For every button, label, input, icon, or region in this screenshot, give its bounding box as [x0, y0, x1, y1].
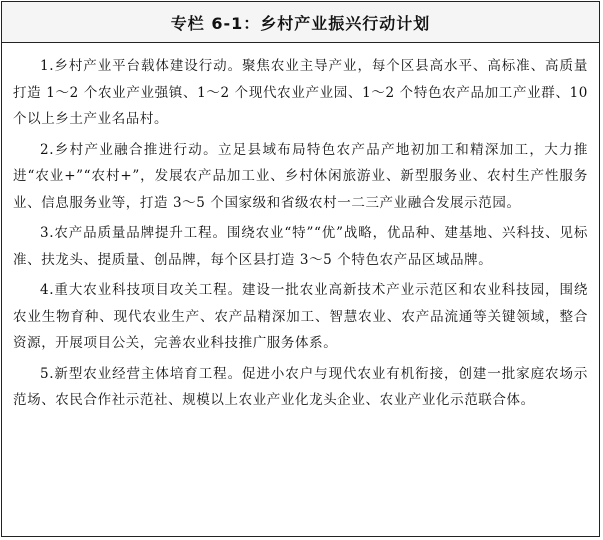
plan-item-2: 2.乡村产业融合推进行动。立足县域布局特色农产品产地初加工和精深加工，大力推进“农业+”“农村+”，发展农产品加工业、乡村休闲旅游业、新型服务业、农村生产性服务业、信息服务业等，打造 3～5 个国家级和省级农村一二三产业融合发展示范园。: [13, 141, 588, 211]
plan-item-1: 1.乡村产业平台载体建设行动。聚焦农业主导产业，每个区县高水平、高标准、高质量打造 1～2 个农业产业强镇、1～2 个现代农业产业园、1～2 个特色农产品加工产业群、10 个以上乡土产业名品村。: [13, 58, 588, 127]
plan-item-4: 4.重大农业科技项目攻关工程。建设一批农业高新技术产业示范区和农业科技园，围绕农业生物育种、现代农业生产、农产品精深加工、智慧农业、农产品流通等关键领域，整合资源，开展项目公关，完善农业科技推广服务体系。: [13, 282, 588, 351]
panel-body: [2, 43, 599, 414]
plan-item-3: 3.农产品质量品牌提升工程。围绕农业“特”“优”战略，优品种、建基地、兴科技、见标准、扶龙头、提质量、创品牌，每个区县打造 3～5 个特色农产品区域品牌。: [13, 225, 588, 268]
plan-item-5: 5.新型农业经营主体培育工程。促进小农户与现代农业有机衔接，创建一批家庭农场示范场、农民合作社示范社、规模以上农业产业化龙头企业、农业产业化示范联合体。: [13, 365, 588, 408]
plan-panel: [1, 1, 600, 537]
panel-title: 专栏 6-1：乡村产业振兴行动计划: [2, 2, 599, 43]
